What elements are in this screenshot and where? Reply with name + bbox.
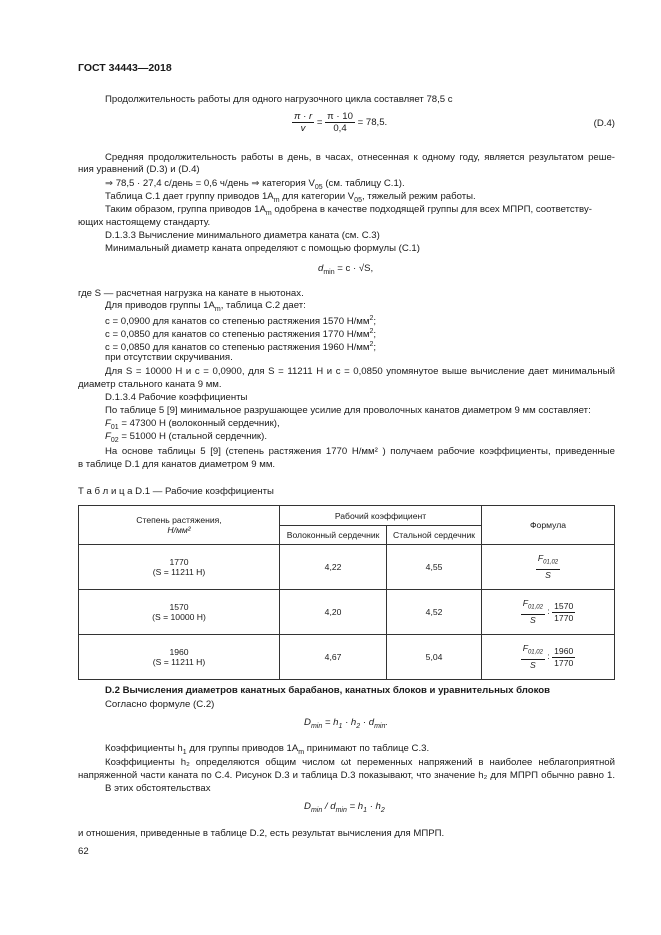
equation-ratio — [304, 801, 385, 814]
text: = 47300 Н (волоконный сердечник), — [118, 418, 280, 429]
s: 1 — [338, 722, 343, 730]
paragraph-average-duration-l2: ния уравнений (D.3) и (D.4) — [78, 164, 200, 175]
sub: 02 — [110, 436, 119, 444]
eq-d4-result: = 78,5. — [357, 117, 388, 129]
paragraph-no-twist: при отсутствии скручивания. — [105, 352, 233, 363]
colon: : — [547, 606, 550, 617]
table-row — [79, 545, 615, 590]
f-sub: 01,02 — [543, 559, 559, 566]
eq-d4-denominator-1: v — [300, 123, 306, 134]
equation-d4 — [292, 111, 387, 134]
load: (S = 10000 Н) — [152, 612, 206, 622]
s: 1 — [182, 748, 187, 756]
s: m — [298, 748, 305, 756]
dmin-sub: min — [323, 268, 335, 276]
paragraph-min-diameter: Минимальный диаметр каната определяют с помощью формулы (C.1) — [105, 243, 420, 254]
sub: m — [273, 196, 280, 204]
th-grade-l1: Степень растяжения, — [136, 515, 222, 525]
f-sub: 01,02 — [527, 604, 543, 611]
paragraph-where-s: где S — расчетная нагрузка на канате в ньютонах. — [78, 288, 304, 299]
paragraph-calc-result-l1: Для S = 10000 Н и c = 0,0900, для S = 11211 Н и c = 0,0850 упомянутое выше вычисление дает минимальный — [105, 366, 615, 377]
ratio-num: 1570 — [554, 600, 574, 611]
paragraph-formula-c2: Согласно формуле (C.2) — [105, 699, 215, 710]
ratio-den: 1770 — [554, 657, 574, 668]
document-standard-header: ГОСТ 34443—2018 — [78, 62, 172, 74]
t: = h — [346, 801, 364, 812]
paragraph-h2-l1: Коэффициенты h₂ определяются общим числом ωt переменных напряжений в наиболее неблагоприятной — [105, 757, 615, 768]
s: 1 — [363, 806, 368, 814]
t: D — [304, 717, 311, 728]
text: c = 0,0850 для канатов со степенью растяжения 1770 Н/мм — [105, 329, 370, 341]
grade: 1570 — [169, 602, 189, 612]
equation-label-d4: (D.4) — [593, 118, 615, 129]
text: c = 0,0850 для канатов со степенью растяжения 1960 Н/мм — [105, 342, 370, 354]
f-num: F — [522, 643, 528, 654]
paragraph-calc-result-l2: диаметр стального каната 9 мм. — [78, 379, 222, 390]
text: , таблица C.2 дает: — [220, 300, 306, 311]
eq-d4-numerator-1: π · r — [294, 111, 313, 122]
f-den: S — [545, 569, 551, 580]
s: min — [374, 722, 386, 730]
paragraph-approved-group-l2: ющих настоящему стандарту. — [78, 217, 211, 228]
s: 2 — [356, 722, 361, 730]
text: Таким образом, группа приводов 1A — [105, 204, 266, 215]
working-coefficients-table — [78, 505, 615, 680]
caption-prefix: Т а б л и ц а — [78, 486, 133, 497]
load: (S = 11211 Н) — [152, 567, 206, 577]
cell-grade — [79, 590, 280, 635]
text: F — [105, 431, 111, 442]
equation-dmin — [318, 263, 373, 276]
equation-c2 — [304, 717, 388, 730]
cell-grade — [79, 635, 280, 680]
text: ⇒ 78,5 · 27,4 с/день = 0,6 ч/день ⇒ категория V — [105, 178, 315, 189]
t: · h — [342, 717, 357, 728]
dmin-rhs: = c · √S, — [334, 263, 374, 274]
f02-value — [78, 431, 615, 447]
s: min — [310, 722, 323, 730]
sub: m — [214, 305, 221, 313]
text: ; — [373, 316, 377, 328]
s: min — [310, 806, 323, 814]
cell-fiber: 4,22 — [280, 545, 387, 590]
paragraph-working-coef-l2: в таблице D.1 для канатов диаметром 9 мм. — [78, 459, 276, 470]
f-den: S — [529, 614, 536, 625]
t: · h — [367, 801, 381, 812]
f-sub: 01,02 — [527, 649, 543, 656]
cell-formula — [482, 545, 615, 590]
th-grade-l2: Н/мм² — [167, 525, 191, 535]
paragraph-breaking-force: По таблице 5 [9] минимальное разрушающее усилие для проволочных канатов диаметром 9 мм составляет: — [105, 405, 591, 416]
t: Коэффициенты h — [105, 743, 183, 754]
paragraph-cycle-duration: Продолжительность работы для одного нагрузочного цикла составляет 78,5 с — [105, 94, 453, 105]
section-d2-title: D.2 Вычисления диаметров канатных барабанов, канатных блоков и уравнительных блоков — [105, 685, 551, 696]
t: D — [304, 801, 311, 812]
th-steel: Стальной сердечник — [387, 526, 482, 545]
t: принимают по таблице C.3. — [304, 743, 430, 754]
eq-d4-numerator-2: π · 10 — [327, 111, 353, 122]
t: . — [385, 717, 389, 728]
sub: 01 — [110, 423, 119, 431]
section-d1-3-4: D.1.3.4 Рабочие коэффициенты — [105, 392, 248, 403]
f-num: F — [537, 553, 544, 564]
paragraph-working-coef-l1: На основе таблицы 5 [9] (степень растяжения 1770 Н/мм² ) получаем рабочие коэффициенты, приведенные — [105, 446, 615, 457]
grade: 1960 — [169, 647, 189, 657]
eq-d4-equals: = — [316, 117, 323, 129]
th-formula: Формула — [482, 506, 615, 545]
cell-formula — [482, 590, 615, 635]
sub: 05 — [314, 183, 323, 191]
grade: 1770 — [169, 557, 189, 567]
colon: : — [547, 651, 550, 662]
sup: 2 — [369, 328, 374, 335]
text: ; — [373, 329, 377, 341]
dmin-lhs: d — [318, 263, 324, 274]
text: Для приводов группы 1A — [105, 300, 215, 311]
text: c = 0,0900 для канатов со степенью растяжения 1570 Н/мм — [105, 316, 370, 328]
sup: 2 — [369, 341, 374, 348]
cell-steel: 4,55 — [387, 545, 482, 590]
paragraph-circumstances: В этих обстоятельствах — [105, 783, 211, 794]
f-den: S — [529, 659, 536, 670]
table-caption — [78, 486, 274, 497]
text: Таблица C.1 дает группу приводов 1A — [105, 191, 274, 202]
cell-grade — [79, 545, 280, 590]
load: (S = 11211 Н) — [152, 657, 206, 667]
cell-formula — [482, 635, 615, 680]
paragraph-final: и отношения, приведенные в таблице D.2, есть результат вычисления для МПРП. — [78, 828, 445, 839]
t: для группы приводов 1A — [186, 743, 299, 754]
text: ; — [373, 342, 377, 354]
t: / d — [322, 801, 336, 812]
s: 2 — [380, 806, 385, 814]
text: одобрена в качестве подходящей группы для всех МПРП, соответству- — [271, 204, 592, 215]
cell-steel: 5,04 — [387, 635, 482, 680]
th-coef: Рабочий коэффициент — [280, 506, 482, 526]
text: (см. таблицу C.1). — [322, 178, 405, 189]
text: для категории V — [279, 191, 355, 202]
text: F — [105, 418, 111, 429]
table-row — [79, 590, 615, 635]
text: = 51000 Н (стальной сердечник). — [118, 431, 267, 442]
cell-steel: 4,52 — [387, 590, 482, 635]
th-grade — [79, 506, 280, 545]
ratio-den: 1770 — [554, 612, 574, 623]
text: , тяжелый режим работы. — [361, 191, 476, 202]
section-d1-3-3: D.1.3.3 Вычисление минимального диаметра каната (см. C.3) — [105, 230, 380, 241]
f-num: F — [522, 598, 528, 609]
ratio-num: 1960 — [554, 645, 574, 656]
paragraph-average-duration-l1: Средняя продолжительность работы в день, в часах, отнесенная к одному году, является результатом реше- — [105, 152, 615, 163]
t: = h — [322, 717, 339, 728]
page-number: 62 — [78, 846, 89, 857]
sup: 2 — [369, 315, 374, 322]
sub: 05 — [354, 196, 362, 204]
paragraph-h2-l2: напряженной части каната по C.4. Рисунок D.3 и таблица D.3 показывают, что значение h₂ для МПРП обычно равно 1. — [78, 770, 615, 781]
sub: m — [265, 209, 272, 217]
eq-d4-denominator-2: 0,4 — [333, 123, 347, 134]
s: min — [335, 806, 347, 814]
cell-fiber: 4,20 — [280, 590, 387, 635]
t: · d — [360, 717, 375, 728]
th-fiber: Волоконный сердечник — [280, 526, 387, 545]
table-row — [79, 635, 615, 680]
cell-fiber: 4,67 — [280, 635, 387, 680]
caption-text: D.1 — Рабочие коэффициенты — [135, 486, 274, 497]
